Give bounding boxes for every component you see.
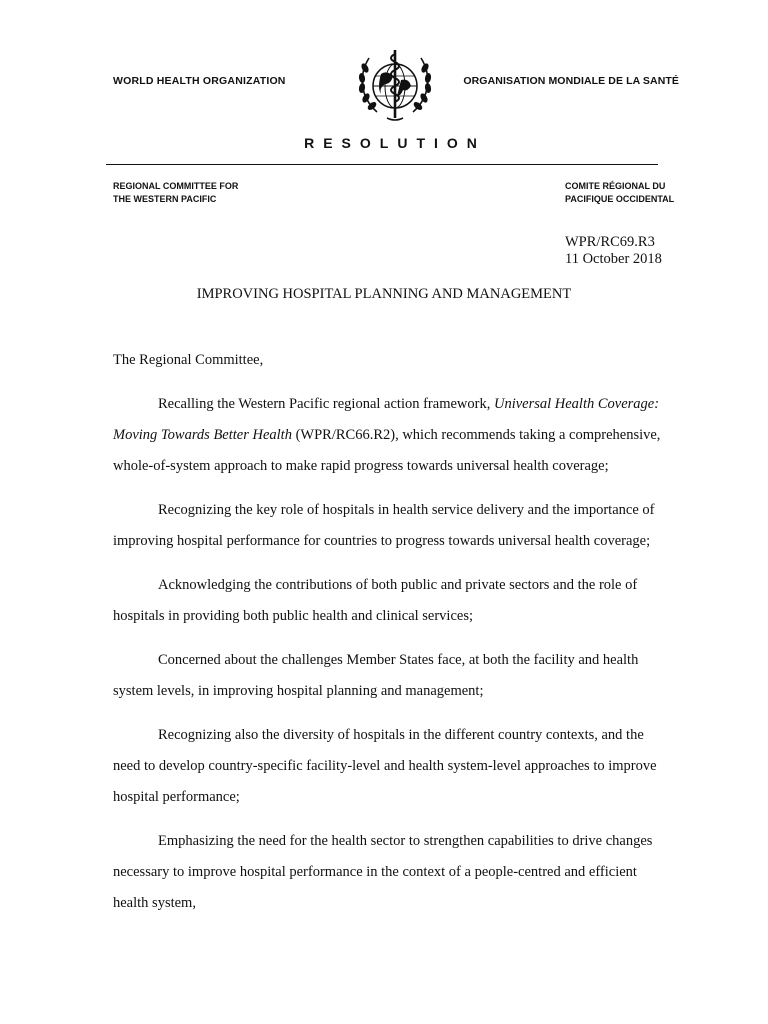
paragraph-recognizing-text: Recognizing the key role of hospitals in health service delivery and the importance of improving hospital performance for countries to progress towards universal health coverage;	[113, 502, 655, 549]
paragraph-recalling	[113, 389, 673, 482]
committee-english-line-2: THE WESTERN PACIFIC	[113, 194, 217, 204]
framework-title: Universal Health Coverage: Moving Towards Better Health	[113, 396, 660, 443]
paragraph-acknowledging	[113, 570, 673, 632]
paragraph-concerned-text: Concerned about the challenges Member States face, at both the facility and health system levels, in improving hospital planning and management;	[113, 652, 639, 699]
paragraph-emphasizing	[113, 826, 673, 919]
org-name-english: WORLD HEALTH ORGANIZATION	[113, 75, 286, 87]
document-number: WPR/RC69.R3	[565, 234, 655, 250]
document-title: IMPROVING HOSPITAL PLANNING AND MANAGEMENT	[196, 286, 572, 302]
committee-french-line-2: PACIFIQUE OCCIDENTAL	[565, 194, 675, 204]
committee-english-line-1: REGIONAL COMMITTEE FOR	[113, 181, 239, 191]
paragraph-recalling-text-end: (WPR/RC66.R2), which recommends taking a comprehensive, whole-of-system approach to make rapid progress towards universal health coverage;	[113, 427, 661, 474]
paragraph-acknowledging-text: Acknowledging the contributions of both public and private sectors and the role of hospitals in providing both public health and clinical services;	[113, 577, 638, 624]
paragraph-concerned	[113, 645, 673, 707]
document-date: 11 October 2018	[565, 251, 662, 267]
paragraph-recognizing-diversity-text: Recognizing also the diversity of hospitals in the different country contexts, and the need to develop country-specific facility-level and health system-level approaches to improve hospital performance;	[113, 727, 657, 805]
salutation: The Regional Committee,	[113, 352, 264, 368]
committee-french	[565, 180, 674, 206]
paragraph-recognizing-diversity	[113, 720, 673, 813]
org-name-french: ORGANISATION MONDIALE DE LA SANTÉ	[463, 75, 679, 87]
salutation-paragraph	[113, 345, 673, 376]
header-divider	[106, 164, 658, 165]
resolution-heading: RESOLUTION	[304, 135, 486, 151]
paragraph-recognizing	[113, 495, 673, 557]
document-meta	[565, 234, 662, 268]
resolution-body	[113, 345, 673, 932]
who-emblem-icon	[355, 44, 435, 122]
committee-french-line-1: COMITE RÉGIONAL DU	[565, 181, 666, 191]
paragraph-recalling-text: Recalling the Western Pacific regional action framework,	[158, 396, 494, 412]
committee-english	[113, 180, 238, 206]
paragraph-emphasizing-text: Emphasizing the need for the health sector to strengthen capabilities to drive changes necessary to improve hospital performance in the context of a people-centred and efficient health system,	[113, 833, 653, 911]
